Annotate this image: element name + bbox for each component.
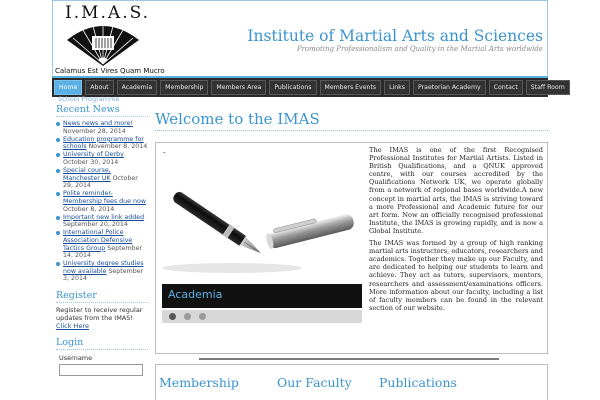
news-date: October 30, 2014 <box>63 158 119 166</box>
left-sidebar <box>56 96 148 400</box>
nav-item-contact[interactable]: Contact <box>489 80 523 95</box>
news-link[interactable]: University degree studies now available <box>63 260 144 275</box>
nav-item-members-events[interactable]: Members Events <box>320 80 382 95</box>
login-widget <box>56 337 148 376</box>
membership-heading[interactable]: Membership <box>159 375 239 390</box>
image-slider <box>162 150 364 329</box>
news-date: October 29, 2014 <box>63 174 138 190</box>
news-link[interactable]: Important new link added <box>63 213 145 221</box>
register-widget <box>56 290 148 330</box>
nav-item-members-area[interactable]: Members Area <box>211 80 266 95</box>
site-tagline: Promoting Professionalism and Quality in the Martial Arts worldwide <box>296 45 543 53</box>
fountain-pen-image[interactable] <box>162 172 362 280</box>
register-heading: Register <box>56 290 148 303</box>
list-item <box>56 120 148 135</box>
bullet-icon <box>56 138 60 142</box>
featured-content-box <box>155 142 548 354</box>
news-link[interactable]: Special course, Manchester UK <box>63 167 111 182</box>
nav-item-staff-room[interactable]: Staff Room <box>526 80 570 95</box>
nav-item-membership[interactable]: Membership <box>160 80 208 95</box>
list-item <box>56 167 148 190</box>
register-text: Register to receive regular updates from the IMAS! <box>56 305 143 322</box>
bullet-icon <box>56 192 60 196</box>
logo-motto: Calamus Est Vires Quam Mucro <box>55 67 165 75</box>
nav-item-praetorian-academy[interactable]: Praetorian Academy <box>413 80 486 95</box>
news-date: October 8, 2014 <box>63 205 115 213</box>
intro-text <box>369 146 543 316</box>
bullet-icon <box>56 122 60 126</box>
bullet-icon <box>56 153 60 157</box>
slider-caption-bar[interactable] <box>162 284 362 308</box>
page-title: Welcome to the IMAS <box>155 110 548 131</box>
list-item <box>56 151 148 166</box>
slider-dot-2[interactable] <box>184 313 191 320</box>
news-link[interactable]: Polite reminder- Membership fees due now <box>63 190 147 205</box>
username-field[interactable] <box>59 364 143 376</box>
section-divider <box>199 358 499 360</box>
news-date: November 8, 2014 <box>88 143 148 151</box>
our-faculty-heading[interactable]: Our Faculty <box>277 375 352 390</box>
nav-item-home[interactable]: Home <box>54 80 82 95</box>
main-nav <box>52 76 565 97</box>
slider-controls <box>162 310 362 323</box>
logo[interactable] <box>55 1 165 77</box>
login-heading: Login <box>56 337 148 350</box>
username-label: Username <box>59 353 93 362</box>
nav-item-publications[interactable]: Publications <box>269 80 316 95</box>
news-list <box>56 120 148 283</box>
list-item <box>56 214 148 229</box>
list-item <box>56 260 148 283</box>
slider-dot-1[interactable] <box>169 313 176 320</box>
intro-paragraph: The IMAS was formed by a group of high ranking martial arts instructors, educators, researchers and academics. Together they make up our Faculty, and are dedicated to helping our students to learn and achieve. They act as tutors, supervisors, mentors, researchers and assessment/examinations officers. More information about our faculty, including a list of faculty members can be found in the relevant section of our website. <box>369 239 543 312</box>
bullet-icon <box>56 262 60 266</box>
publications-heading[interactable]: Publications <box>379 375 457 390</box>
slider-dash: - <box>163 148 166 157</box>
nav-item-links[interactable]: Links <box>384 80 410 95</box>
news-date: September 14, 2014 <box>63 244 143 260</box>
news-date: September 20, 2014 <box>63 221 128 229</box>
nav-item-about[interactable]: About <box>85 80 113 95</box>
news-link[interactable]: University of Derby <box>63 151 124 159</box>
list-item <box>56 136 148 151</box>
slider-dot-3[interactable] <box>199 313 206 320</box>
site-title[interactable]: Institute of Martial Arts and Sciences <box>247 27 543 45</box>
register-link[interactable]: Click Here <box>56 321 89 330</box>
news-date: November 28, 2014 <box>63 127 126 135</box>
list-item <box>56 190 148 213</box>
feature-links-row <box>155 364 548 400</box>
site-header <box>52 0 548 76</box>
logo-name: I.M.A.S. <box>65 3 151 23</box>
bullet-icon <box>56 216 60 220</box>
slider-caption[interactable]: Academia <box>168 288 223 301</box>
submenu-link-school-programme[interactable]: School Programme <box>58 96 120 103</box>
bullet-icon <box>56 169 60 173</box>
fan-emblem-icon <box>63 20 143 68</box>
main-content <box>155 110 548 400</box>
recent-news-widget <box>56 104 148 283</box>
news-link[interactable]: International Police Association Defensive Tactics Group <box>63 229 133 252</box>
news-date: September 3, 2014 <box>63 267 144 283</box>
nav-item-academia[interactable]: Academia <box>117 80 158 95</box>
bullet-icon <box>56 231 60 235</box>
news-link[interactable]: Education programme for schools <box>63 135 144 151</box>
recent-news-heading: Recent News <box>56 104 148 117</box>
news-link[interactable]: News news and more! <box>63 120 133 127</box>
intro-paragraph: The IMAS is one of the first Recognised Professional Institutes for Martial Artists. Listed in British Qualifications, and a QNUK approved centre, with our courses accredited by the Qualifications Network UK, we operate globally from a network of regional bases worldwide.A new concept in martial arts, the IMAS is striving toward a more Professional and Academic future for our art form. Now an officially recognised professional Institute, the IMAS is growing rapidly, and is now a Global Institute. <box>369 146 543 235</box>
list-item <box>56 229 148 259</box>
